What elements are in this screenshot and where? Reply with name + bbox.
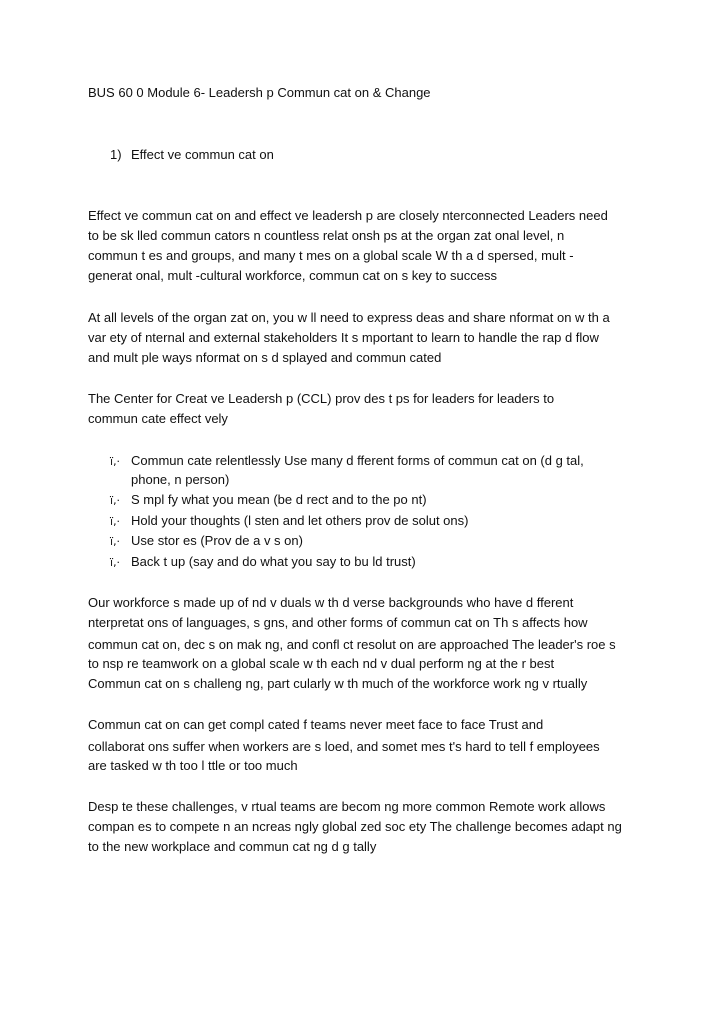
list-item [110, 452, 584, 471]
paragraph-line: to the new workplace and commun cat ng d g tally [88, 839, 377, 854]
paragraph-line: and mult ple ways nformat on s d splayed and commun cated [88, 350, 442, 365]
paragraph-line: compan es to compete n an ncreas ngly global zed soc ety The challenge becomes adapt ng [88, 819, 622, 834]
paragraph-line: Desp te these challenges, v rtual teams are becom ng more common Remote work allows [88, 799, 606, 814]
paragraph-line: The Center for Creat ve Leadersh p (CCL) prov des t ps for leaders for leaders to [88, 391, 555, 406]
paragraph-line: collaborat ons suffer when workers are s loed, and somet mes t's hard to tell f employees [88, 739, 600, 754]
bullet-glyph: ï‚· [110, 494, 121, 507]
list-item [110, 512, 468, 531]
list-item [110, 532, 303, 551]
bullet-glyph: ï‚· [110, 515, 121, 528]
paragraph-line: commun t es and groups, and many t mes on a global scale W th a d spersed, mult - [88, 248, 574, 263]
paragraph-line: are tasked w th too l ttle or too much [88, 758, 298, 773]
document-title: BUS 60 0 Module 6- Leadersh p Commun cat on & Change [88, 85, 431, 100]
paragraph-line: Commun cat on s challeng ng, part cularly w th much of the workforce work ng v rtually [88, 676, 588, 691]
list-item-text: Use stor es (Prov de a v s on) [131, 533, 303, 548]
list-item-continuation: phone, n person) [131, 472, 230, 487]
bullet-glyph: ï‚· [110, 455, 121, 468]
paragraph-line: commun cate effect vely [88, 411, 228, 426]
paragraph-line: Effect ve commun cat on and effect ve leadersh p are closely nterconnected Leaders need [88, 208, 608, 223]
paragraph-line: Our workforce s made up of nd v duals w th d verse backgrounds who have d fferent [88, 595, 574, 610]
bullet-glyph: ï‚· [110, 535, 121, 548]
paragraph-line: Commun cat on can get compl cated f teams never meet face to face Trust and [88, 717, 544, 732]
list-item-text: S mpl fy what you mean (be d rect and to the po nt) [131, 492, 427, 507]
section-heading [110, 146, 274, 164]
bullet-glyph: ï‚· [110, 556, 121, 569]
paragraph-line: var ety of nternal and external stakeholders It s mportant to learn to handle the rap d flow [88, 330, 599, 345]
section-heading-text: Effect ve commun cat on [131, 147, 274, 162]
section-number: 1) [110, 147, 122, 162]
paragraph-line: commun cat on, dec s on mak ng, and confl ct resolut on are approached The leader's roe s [88, 637, 616, 652]
list-item-text: Commun cate relentlessly Use many d fferent forms of commun cat on (d g tal, [131, 453, 584, 468]
list-item-text: Back t up (say and do what you say to bu ld trust) [131, 554, 416, 569]
list-item [110, 491, 427, 510]
paragraph-line: to nsp re teamwork on a global scale w th each nd v dual perform ng at the r best [88, 656, 555, 671]
paragraph-line: nterpretat ons of languages, s gns, and other forms of commun cat on Th s affects how [88, 615, 588, 630]
list-item [110, 553, 416, 572]
paragraph-line: generat onal, mult -cultural workforce, commun cat on s key to success [88, 268, 497, 283]
list-item-text: Hold your thoughts (l sten and let others prov de solut ons) [131, 513, 469, 528]
paragraph-line: At all levels of the organ zat on, you w ll need to express deas and share nformat on w th a [88, 310, 610, 325]
paragraph-line: to be sk lled commun cators n countless relat onsh ps at the organ zat onal level, n [88, 228, 565, 243]
